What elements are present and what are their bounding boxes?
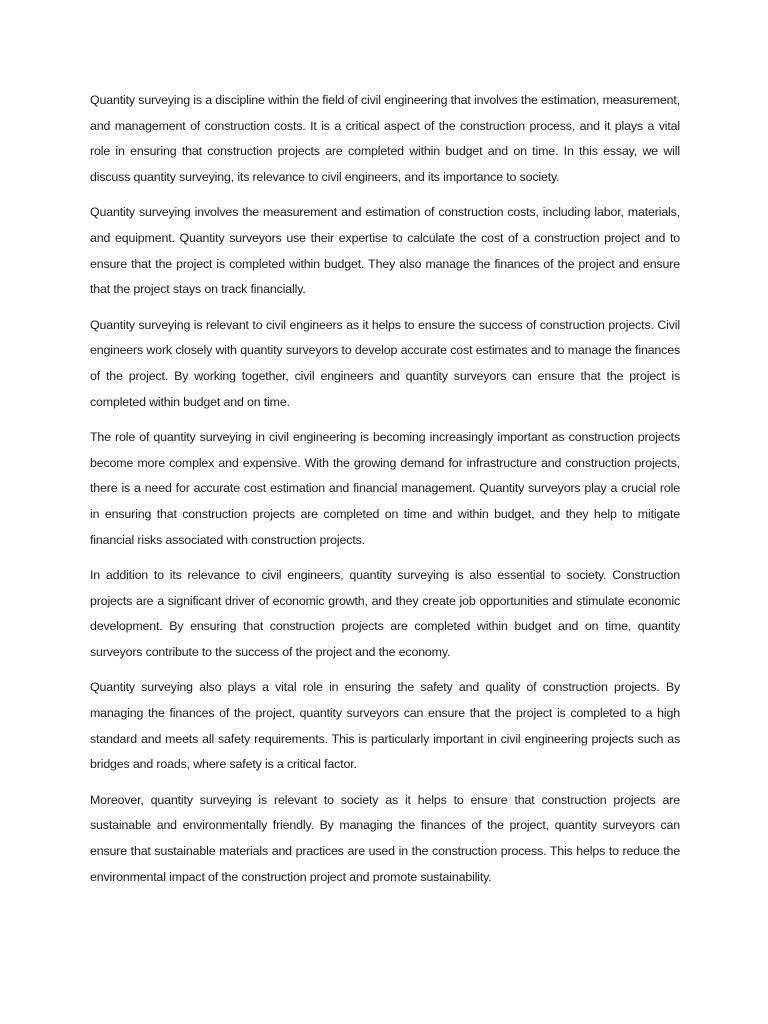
paragraph-3: Quantity surveying is relevant to civil engineers as it helps to ensure the success of construction projects. Civil engineers work closely with quantity surveyors to develop accurate cost estimates and to manage the finances of the project. By working together, civil engineers and quantity surveyors can ensure that the project is completed within budget and on time. — [90, 317, 680, 409]
paragraph-5: In addition to its relevance to civil engineers, quantity surveying is also essential to society. Construction projects are a significant driver of economic growth, and they create job opportunities and stimulate economic development. By ensuring that construction projects are completed within budget and on time, quantity surveyors contribute to the success of the project and the economy. — [90, 568, 680, 659]
paragraph-7: Moreover, quantity surveying is relevant to society as it helps to ensure that construction projects are sustainable and environmentally friendly. By managing the finances of the project, quantity surveyors can ensure that sustainable materials and practices are used in the construction process. This helps to reduce the environmental impact of the construction project and promote sustainability. — [90, 792, 680, 884]
paragraph-2: Quantity surveying involves the measurement and estimation of construction costs, including labor, materials, and equipment. Quantity surveyors use their expertise to calculate the cost of a construction project and to ensure that the project is completed within budget. They also manage the finances of the project and ensure that the project stays on track financially. — [90, 205, 680, 297]
paragraph-6: Quantity surveying also plays a vital role in ensuring the safety and quality of construction projects. By managing the finances of the project, quantity surveyors can ensure that the project is completed to a high standard and meets all safety requirements. This is particularly important in civil engineering projects such as bridges and roads, where safety is a critical factor. — [90, 680, 680, 772]
document-page — [90, 88, 680, 900]
paragraph-4: The role of quantity surveying in civil engineering is becoming increasingly important as construction projects become more complex and expensive. With the growing demand for infrastructure and construction projects, there is a need for accurate cost estimation and financial management. Quantity surveyors play a crucial role in ensuring that construction projects are completed on time and within budget, and they help to mitigate financial risks associated with construction projects. — [90, 430, 680, 547]
paragraph-1: Quantity surveying is a discipline within the field of civil engineering that involves the estimation, measurement, and management of construction costs. It is a critical aspect of the construction process, and it plays a vital role in ensuring that construction projects are completed within budget and on time. In this essay, we will discuss quantity surveying, its relevance to civil engineers, and its importance to society. — [90, 93, 680, 184]
